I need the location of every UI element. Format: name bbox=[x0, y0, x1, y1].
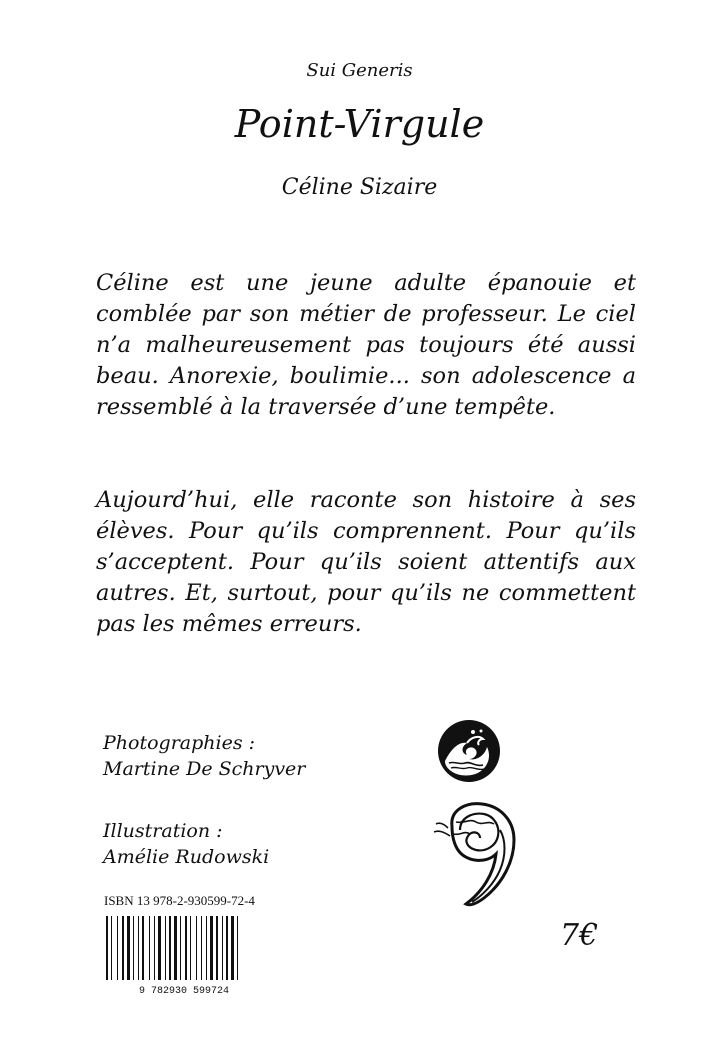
author-name: Céline Sizaire bbox=[281, 175, 438, 200]
barcode-bar bbox=[106, 916, 108, 980]
barcode-bar bbox=[133, 916, 134, 980]
barcode-bar bbox=[111, 916, 112, 980]
illustration-credit-label: Illustration : bbox=[103, 820, 223, 842]
barcode-bar bbox=[237, 916, 238, 980]
barcode-bar bbox=[174, 916, 177, 980]
semicolon-ornament-icon bbox=[430, 800, 525, 910]
barcode-bar bbox=[127, 916, 130, 980]
blurb-paragraph-1: Céline est une jeune adulte épanouie et comblée par son métier de professeur. Le ciel n’a malheureusement pas toujours été aussi beau. Anorexie, boulimie... son adolescence a ressemblé à la traversée d’une tempête. bbox=[96, 270, 636, 420]
illustration-credit-name: Amélie Rudowski bbox=[103, 846, 270, 868]
barcode-bar bbox=[226, 916, 228, 980]
book-title: Point-Virgule bbox=[234, 102, 485, 146]
illustration-credit bbox=[103, 818, 269, 870]
barcode-bar bbox=[216, 916, 218, 980]
barcode-bar bbox=[169, 916, 171, 980]
barcode bbox=[104, 916, 264, 996]
barcode-bar bbox=[154, 916, 155, 980]
barcode-bar bbox=[201, 916, 202, 980]
wave-logo-icon bbox=[437, 719, 501, 783]
barcode-bar bbox=[185, 916, 187, 980]
barcode-bar bbox=[158, 916, 161, 980]
photo-credit-name: Martine De Schryver bbox=[103, 758, 306, 780]
barcode-bar bbox=[138, 916, 139, 980]
barcode-bar bbox=[117, 916, 118, 980]
barcode-bar bbox=[206, 916, 207, 980]
barcode-bar bbox=[142, 916, 144, 980]
isbn-text: ISBN 13 978-2-930599-72-4 bbox=[104, 893, 255, 908]
barcode-bar bbox=[196, 916, 197, 980]
barcode-digits: 9 782930 599724 bbox=[138, 986, 230, 996]
photo-credit-label: Photographies : bbox=[103, 732, 256, 754]
barcode-bar bbox=[149, 916, 150, 980]
barcode-bar bbox=[190, 916, 191, 980]
barcode-bar bbox=[231, 916, 234, 980]
barcode-bar bbox=[122, 916, 124, 980]
price: 7€ bbox=[560, 918, 599, 953]
barcode-bar bbox=[222, 916, 223, 980]
photo-credit bbox=[103, 730, 305, 782]
barcode-bar bbox=[165, 916, 166, 980]
barcode-bar bbox=[180, 916, 181, 980]
series-name: Sui Generis bbox=[306, 60, 413, 81]
barcode-bar bbox=[210, 916, 213, 980]
blurb-paragraph-2: Aujourd’hui, elle raconte son histoire à ses élèves. Pour qu’ils comprennent. Pour qu’ils s’acceptent. Pour qu’ils soient attentifs aux autres. Et, surtout, pour qu’ils ne commettent pas les mêmes erreurs. bbox=[96, 487, 636, 637]
